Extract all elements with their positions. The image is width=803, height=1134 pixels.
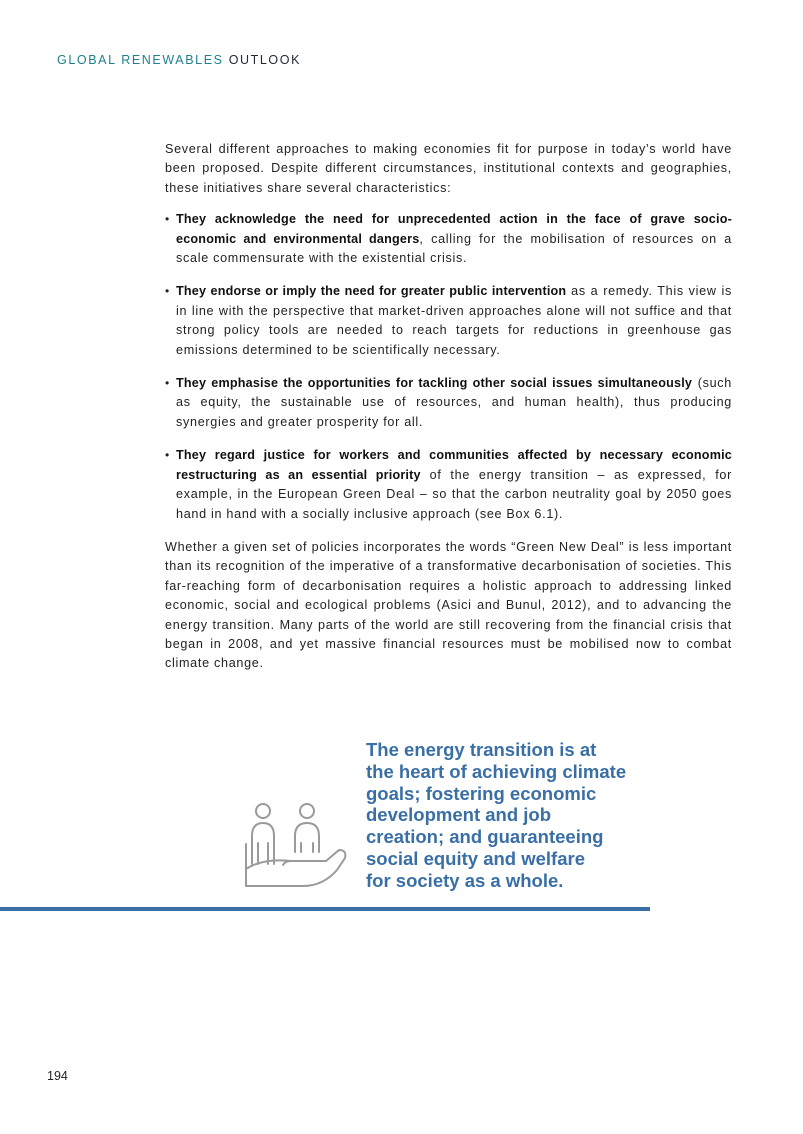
header-title-part1: GLOBAL RENEWABLES [57, 53, 224, 67]
list-item-text: as a remedy. This view is in line with the perspective that market-driven approaches alone will not suffice and that strong policy tools are needed to reach targets for reductions in greenhouse gas emissions determined to be scientifically necessary. [176, 284, 732, 357]
pull-quote-line: development and job [366, 804, 552, 826]
list-item-bold: They regard justice for workers and communities affected by necessary economic restructuring as an essential priority [176, 448, 732, 482]
pull-quote [366, 739, 651, 892]
list-item-bold: They emphasise the opportunities for tackling other social issues simultaneously [176, 376, 693, 391]
header-title-part2: OUTLOOK [228, 53, 302, 67]
list-item-bold: They endorse or imply the need for greater public intervention [176, 284, 567, 299]
list-item [165, 374, 732, 432]
people-in-hand-icon [243, 798, 347, 895]
characteristics-list [165, 210, 732, 524]
list-item [165, 210, 732, 268]
list-item-text: , calling for the mobilisation of resources on a scale commensurate with the existential crisis. [176, 231, 732, 266]
list-item-bold: They acknowledge the need for unprecedented action in the face of grave socio-economic and environmental dangers [176, 212, 732, 246]
pull-quote-line: the heart of achieving climate [366, 760, 627, 782]
page-number: 194 [47, 1069, 68, 1083]
pull-quote-line: The energy transition is at [366, 739, 597, 760]
list-item-text: of the energy transition – as expressed, for example, in the European Green Deal – so that the carbon neutrality goal by 2050 goes hand in hand with a socially inclusive approach (see Box 6.1). [176, 467, 732, 521]
pull-quote-line: social equity and welfare [366, 847, 585, 869]
pull-quote-line: goals; fostering economic [366, 782, 597, 804]
running-header [57, 53, 301, 67]
pull-quote-line: for society as a whole. [366, 869, 564, 891]
quote-divider [0, 907, 650, 911]
main-text [165, 140, 732, 674]
list-item-text: (such as equity, the sustainable use of resources, and human health), thus producing synergies and greater prosperity for all. [176, 376, 733, 429]
closing-paragraph: Whether a given set of policies incorporates the words “Green New Deal” is less important than its recognition of the imperative of a transformative decarbonisation of societies. This far-reaching form of decarbonisation requires a holistic approach to addressing linked economic, social and ecological problems (Asici and Bunul, 2012), and to advancing the energy transition. Many parts of the world are still recovering from the financial crisis that began in 2008, and yet massive financial resources must be mobilised now to combat climate change. [165, 539, 732, 671]
intro-paragraph: Several different approaches to making economies fit for purpose in today’s world have been proposed. Despite different circumstances, institutional contexts and geographies, these initiatives share several characteristics: [165, 142, 732, 195]
pull-quote-line: creation; and guaranteeing [366, 826, 604, 848]
list-item [165, 282, 732, 360]
list-item [165, 446, 732, 524]
